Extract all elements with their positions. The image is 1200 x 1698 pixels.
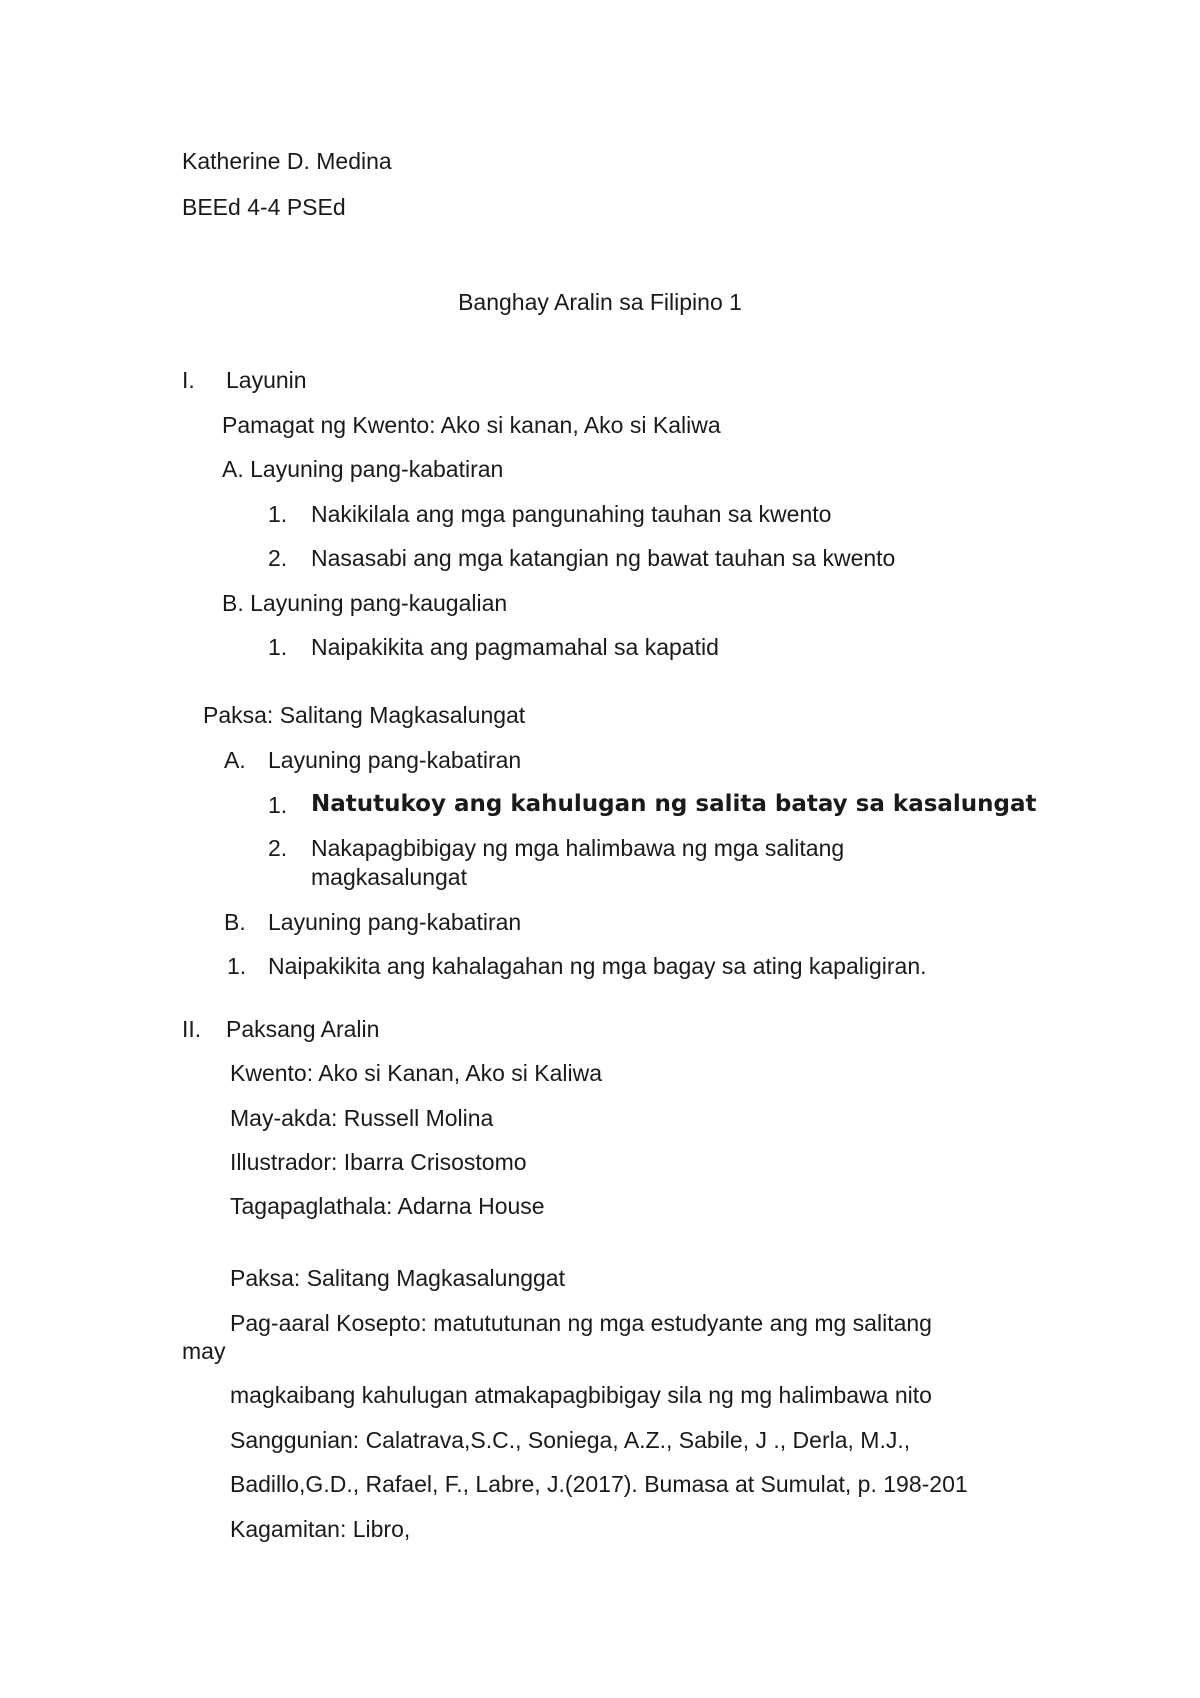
section-2-heading: Paksang Aralin bbox=[226, 1016, 380, 1042]
sanggunian-line: Sanggunian: Calatrava,S.C., Soniega, A.Z., Sabile, J ., Derla, M.J., bbox=[230, 1427, 911, 1453]
course-section: BEEd 4-4 PSEd bbox=[182, 194, 346, 220]
list-item-bold: Natutukoy ang kahulugan ng salita batay sa kasalungat bbox=[311, 791, 1037, 817]
illustrador-line: Illustrador: Ibarra Crisostomo bbox=[230, 1149, 527, 1175]
list-item: Nasasabi ang mga katangian ng bawat tauhan sa kwento bbox=[311, 545, 896, 571]
list-item: Naipakikita ang kahalagahan ng mga bagay sa ating kapaligiran. bbox=[268, 953, 927, 979]
list-item-number: 2. bbox=[268, 835, 288, 861]
sanggunian-line-cont: Badillo,G.D., Rafael, F., Labre, J.(2017). Bumasa at Sumulat, p. 198-201 bbox=[230, 1471, 968, 1497]
part-b-heading: B. Layuning pang-kaugalian bbox=[222, 590, 508, 616]
paksa-part-b-heading: Layuning pang-kabatiran bbox=[268, 909, 522, 935]
list-item-number: 1. bbox=[227, 953, 247, 979]
list-item-number: 1. bbox=[268, 634, 288, 660]
part-a-heading: A. Layuning pang-kabatiran bbox=[222, 456, 504, 482]
list-letter: A. bbox=[224, 747, 246, 773]
kwento-line: Kwento: Ako si Kanan, Ako si Kaliwa bbox=[230, 1060, 603, 1086]
tagapaglathala-line: Tagapaglathala: Adarna House bbox=[230, 1193, 545, 1219]
pamagat-line: Pamagat ng Kwento: Ako si kanan, Ako si Kaliwa bbox=[222, 412, 721, 438]
document-title: Banghay Aralin sa Filipino 1 bbox=[458, 289, 742, 315]
paksa-part-a-heading: Layuning pang-kabatiran bbox=[268, 747, 522, 773]
section-2-numeral: II. bbox=[182, 1016, 202, 1042]
list-item-continuation: magkasalungat bbox=[311, 864, 467, 890]
may-akda-line: May-akda: Russell Molina bbox=[230, 1105, 494, 1131]
author-name: Katherine D. Medina bbox=[182, 148, 392, 174]
list-item: Nakapagbibigay ng mga halimbawa ng mga salitang bbox=[311, 835, 845, 861]
list-item: Naipakikita ang pagmamahal sa kapatid bbox=[311, 634, 719, 660]
list-item: Nakikilala ang mga pangunahing tauhan sa kwento bbox=[311, 501, 832, 527]
list-item-number: 2. bbox=[268, 545, 288, 571]
section-1-numeral: I. bbox=[182, 367, 195, 393]
konsepto-line-wrap: may bbox=[182, 1338, 226, 1364]
konsepto-line-cont: magkaibang kahulugan atmakapagbibigay sila ng mg halimbawa nito bbox=[230, 1382, 932, 1408]
list-letter: B. bbox=[224, 909, 246, 935]
kagamitan-line: Kagamitan: Libro, bbox=[230, 1516, 411, 1542]
paksa-line: Paksa: Salitang Magkasalunggat bbox=[230, 1265, 565, 1291]
list-item-number: 1. bbox=[268, 501, 288, 527]
paksa-heading: Paksa: Salitang Magkasalungat bbox=[203, 702, 526, 728]
section-1-heading: Layunin bbox=[226, 367, 307, 393]
konsepto-line: Pag-aaral Kosepto: matututunan ng mga estudyante ang mg salitang bbox=[230, 1310, 932, 1336]
list-item-number: 1. bbox=[268, 792, 288, 818]
